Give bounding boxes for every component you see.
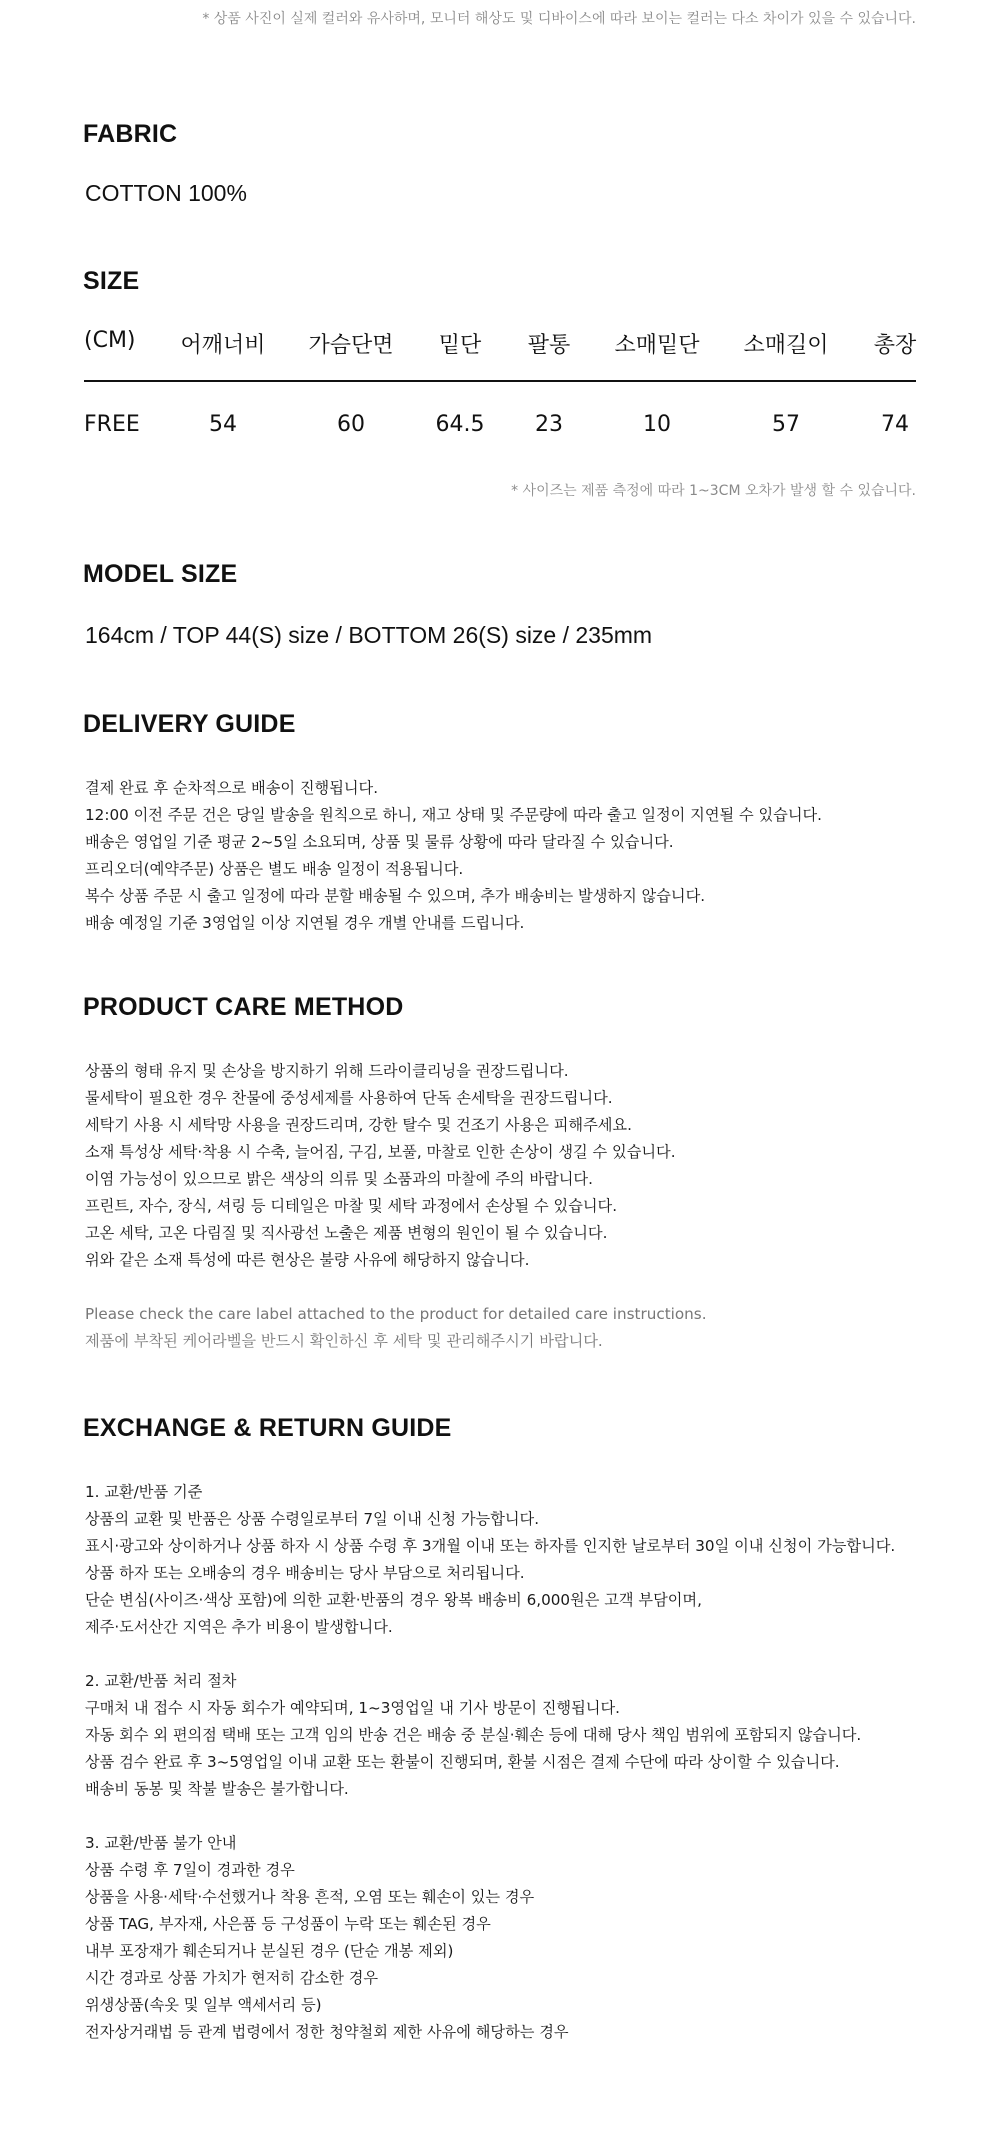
- spacer: [85, 1641, 895, 1668]
- model-size-value: 164cm / TOP 44(S) size / BOTTOM 26(S) size / 235mm: [85, 622, 653, 648]
- delivery-line: 복수 상품 주문 시 출고 일정에 따라 분할 배송될 수 있으며, 추가 배송비는 발생하지 않습니다.: [85, 887, 706, 905]
- size-header-cell: 팔통: [527, 333, 571, 358]
- spacer: [85, 1803, 895, 1830]
- care-text: [85, 1058, 707, 1355]
- delivery-heading: DELIVERY GUIDE: [83, 710, 296, 738]
- care-line: 상품의 형태 유지 및 손상을 방지하기 위해 드라이클리닝을 권장드립니다.: [85, 1062, 569, 1080]
- delivery-line: 배송 예정일 기준 3영업일 이상 지연될 경우 개별 안내를 드립니다.: [85, 914, 525, 932]
- exchange-line: 상품의 교환 및 반품은 상품 수령일로부터 7일 이내 신청 가능합니다.: [85, 1510, 540, 1528]
- care-line: 고온 세탁, 고온 다림질 및 직사광선 노출은 제품 변형의 원인이 될 수 있습니다.: [85, 1224, 608, 1242]
- size-header-cell: 소매밑단: [614, 333, 700, 358]
- size-table-divider: [84, 380, 916, 382]
- size-header-cell: 밑단: [438, 333, 482, 358]
- delivery-text: [85, 775, 822, 937]
- exchange-section-title: 1. 교환/반품 기준: [85, 1483, 203, 1501]
- size-cell: 60: [337, 412, 365, 437]
- exchange-line: 단순 변심(사이즈·색상 포함)에 의한 교환·반품의 경우 왕복 배송비 6,000원은 고객 부담이며,: [85, 1591, 702, 1609]
- exchange-line: 상품 하자 또는 오배송의 경우 배송비는 당사 부담으로 처리됩니다.: [85, 1564, 525, 1582]
- color-notice: * 상품 사진이 실제 컬러와 유사하며, 모니터 해상도 및 디바이스에 따라 보이는 컬러는 다소 차이가 있을 수 있습니다.: [202, 11, 916, 27]
- exchange-line: 상품 검수 완료 후 3~5영업일 이내 교환 또는 환불이 진행되며, 환불 시점은 결제 수단에 따라 상이할 수 있습니다.: [85, 1753, 840, 1771]
- exchange-line: 표시·광고와 상이하거나 상품 하자 시 상품 수령 후 3개월 이내 또는 하자를 인지한 날로부터 30일 이내 신청이 가능합니다.: [85, 1537, 896, 1555]
- care-line: 이염 가능성이 있으므로 밝은 색상의 의류 및 소품과의 마찰에 주의 바랍니다.: [85, 1170, 593, 1188]
- exchange-line: 상품 TAG, 부자재, 사은품 등 구성품이 누락 또는 훼손된 경우: [85, 1915, 491, 1933]
- size-cell: FREE: [84, 412, 140, 437]
- delivery-line: 프리오더(예약주문) 상품은 별도 배송 일정이 적용됩니다.: [85, 860, 464, 878]
- exchange-line: 상품 수령 후 7일이 경과한 경우: [85, 1861, 295, 1879]
- exchange-section-title: 2. 교환/반품 처리 절차: [85, 1672, 237, 1690]
- size-table-header: [84, 318, 916, 366]
- table-row: [84, 402, 916, 450]
- exchange-heading: EXCHANGE & RETURN GUIDE: [83, 1414, 452, 1442]
- size-cell: 10: [643, 412, 671, 437]
- size-header-cell: 가슴단면: [308, 333, 394, 358]
- spacer: [85, 1274, 707, 1301]
- size-cell: 57: [772, 412, 800, 437]
- fabric-heading: FABRIC: [83, 120, 178, 148]
- care-line: 위와 같은 소재 특성에 따른 현상은 불량 사유에 해당하지 않습니다.: [85, 1251, 530, 1269]
- exchange-line: 상품을 사용·세탁·수선했거나 착용 흔적, 오염 또는 훼손이 있는 경우: [85, 1888, 535, 1906]
- size-note: * 사이즈는 제품 측정에 따라 1~3CM 오차가 발생 할 수 있습니다.: [511, 483, 916, 499]
- size-heading: SIZE: [83, 267, 140, 295]
- exchange-section-title: 3. 교환/반품 불가 안내: [85, 1834, 237, 1852]
- size-header-cell: 소매길이: [743, 333, 829, 358]
- size-header-cell: 총장: [873, 333, 917, 358]
- exchange-line: 시간 경과로 상품 가치가 현저히 감소한 경우: [85, 1969, 379, 1987]
- size-cell: 74: [881, 412, 909, 437]
- exchange-line: 구매처 내 접수 시 자동 회수가 예약되며, 1~3영업일 내 기사 방문이 진행됩니다.: [85, 1699, 620, 1717]
- delivery-line: 12:00 이전 주문 건은 당일 발송을 원칙으로 하니, 재고 상태 및 주문량에 따라 출고 일정이 지연될 수 있습니다.: [85, 806, 823, 824]
- care-line: 물세탁이 필요한 경우 찬물에 중성세제를 사용하여 단독 손세탁을 권장드립니다.: [85, 1089, 613, 1107]
- size-header-cell: 어깨너비: [180, 333, 266, 358]
- care-label-note: Please check the care label attached to the product for detailed care instructions.: [85, 1305, 707, 1323]
- size-cell: 64.5: [435, 412, 485, 437]
- size-header-cell: (CM): [84, 328, 136, 353]
- exchange-line: 자동 회수 외 편의점 택배 또는 고객 임의 반송 건은 배송 중 분실·훼손 등에 대해 당사 책임 범위에 포함되지 않습니다.: [85, 1726, 862, 1744]
- delivery-line: 배송은 영업일 기준 평균 2~5일 소요되며, 상품 및 물류 상황에 따라 달라질 수 있습니다.: [85, 833, 674, 851]
- fabric-value: COTTON 100%: [85, 180, 247, 206]
- care-line: 세탁기 사용 시 세탁망 사용을 권장드리며, 강한 탈수 및 건조기 사용은 피해주세요.: [85, 1116, 632, 1134]
- exchange-line: 내부 포장재가 훼손되거나 분실된 경우 (단순 개봉 제외): [85, 1942, 454, 1960]
- care-line: 소재 특성상 세탁·착용 시 수축, 늘어짐, 구김, 보풀, 마찰로 인한 손상이 생길 수 있습니다.: [85, 1143, 676, 1161]
- exchange-line: 제주·도서산간 지역은 추가 비용이 발생합니다.: [85, 1618, 393, 1636]
- care-line: 프린트, 자수, 장식, 셔링 등 디테일은 마찰 및 세탁 과정에서 손상될 수 있습니다.: [85, 1197, 618, 1215]
- exchange-text: [85, 1479, 895, 2046]
- delivery-line: 결제 완료 후 순차적으로 배송이 진행됩니다.: [85, 779, 379, 797]
- model-size-heading: MODEL SIZE: [83, 560, 238, 588]
- size-cell: 54: [209, 412, 237, 437]
- care-label-note: 제품에 부착된 케어라벨을 반드시 확인하신 후 세탁 및 관리해주시기 바랍니다.: [85, 1332, 603, 1350]
- exchange-line: 배송비 동봉 및 착불 발송은 불가합니다.: [85, 1780, 349, 1798]
- exchange-line: 위생상품(속옷 및 일부 액세서리 등): [85, 1996, 322, 2014]
- care-heading: PRODUCT CARE METHOD: [83, 993, 404, 1021]
- exchange-line: 전자상거래법 등 관계 법령에서 정한 청약철회 제한 사유에 해당하는 경우: [85, 2023, 569, 2041]
- size-cell: 23: [535, 412, 563, 437]
